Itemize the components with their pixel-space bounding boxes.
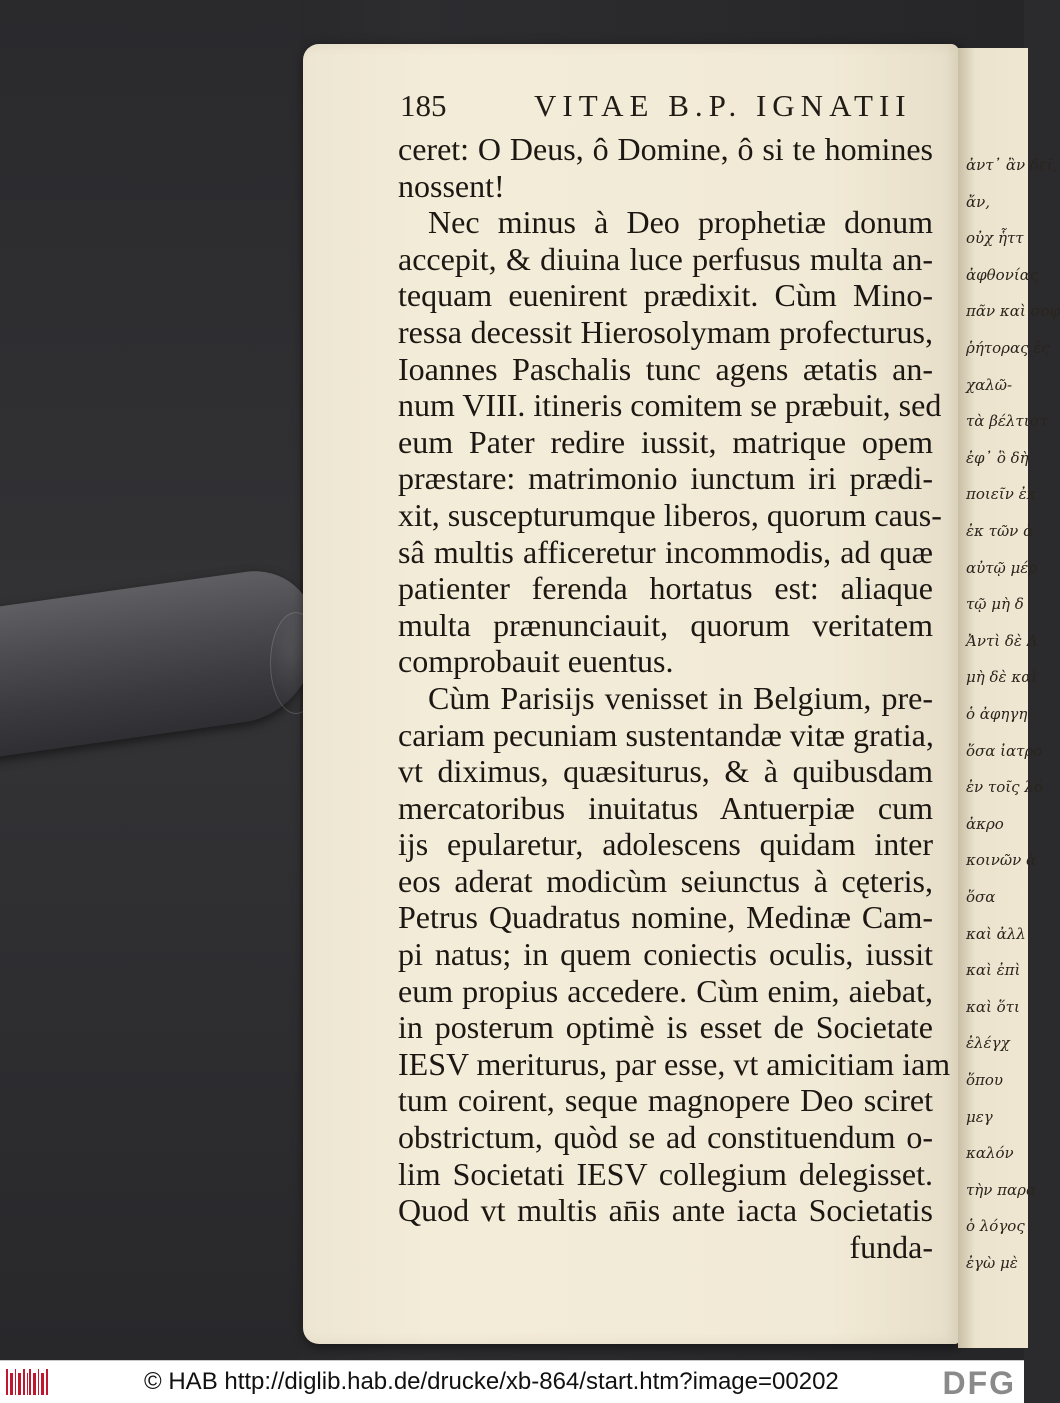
- facing-text-line: ποιεῖν ἐκ: [966, 485, 1037, 504]
- facing-text-line: καλόν: [966, 1144, 1014, 1163]
- text-line: accepit, & diuina luce perfusus multa an-: [398, 240, 933, 277]
- text-line: Ioannes Paschalis tunc agens ætatis an-: [398, 350, 933, 387]
- text-line: patienter ferenda hortatus est: aliaque: [398, 570, 933, 607]
- facing-text-line: ἐγὼ μὲ: [966, 1254, 1018, 1272]
- text-line: eum propius accedere. Cùm enim, aiebat,: [398, 972, 933, 1009]
- text-line: multa prænunciauit, quorum veritatem: [398, 606, 933, 643]
- text-line: Nec minus à Deo prophetiæ donum: [428, 204, 933, 241]
- facing-text-line: ὁ ἀφηγη: [966, 705, 1028, 723]
- facing-text-line: μὴ δὲ καὶ: [966, 668, 1038, 687]
- facing-text-line: ὅπου: [966, 1071, 1004, 1089]
- facing-text-line: καὶ ὅτι: [966, 997, 1020, 1016]
- copyright-link[interactable]: © HAB http://diglib.hab.de/drucke/xb-864/start.htm?image=00202: [144, 1368, 839, 1395]
- facing-text-line: χαλῶ-: [966, 375, 1013, 394]
- facing-text-line: τῷ μὴ δ: [966, 595, 1024, 614]
- text-line: num VIII. itineris comitem se præbuit, sed: [398, 387, 942, 424]
- text-line: ressa decessit Hierosolymam profecturus,: [398, 313, 933, 350]
- facing-text-line: οὐχ ἧττ: [966, 229, 1024, 248]
- text-line: tum coirent, seque magnopere Deo sciret: [398, 1082, 933, 1119]
- facing-text-line: ἐκ τῶν ἀ: [966, 522, 1034, 540]
- text-line: Quod vt multis an̄is ante iacta Societatis: [398, 1192, 933, 1229]
- facing-text-line: ἀκρο: [966, 814, 1004, 833]
- facing-text-line: ὅσα: [966, 888, 996, 906]
- facing-text-line: ὅσα ἰατρο: [966, 741, 1043, 760]
- facing-text-line: ἀντ᾽ ἂν δεῖ,: [966, 156, 1058, 174]
- facing-text-line: ἐν τοῖς λό: [966, 778, 1043, 797]
- text-line: cariam pecuniam sustentandæ vitæ gratia,: [398, 716, 934, 753]
- facing-text-line: ῥήτορας ἐς: [966, 339, 1050, 357]
- facing-text-line: ἐφ᾽ ὃ δὴ: [966, 448, 1029, 467]
- dfg-logo: DFG: [942, 1365, 1016, 1401]
- text-line: præstare: matrimonio iunctum iri prædi-: [398, 460, 933, 497]
- text-line: vt diximus, quæsiturus, & à quibusdam: [398, 753, 933, 790]
- running-head: VITAE B.P. IGNATII: [534, 88, 912, 123]
- facing-text-line: κοινῶν ἀ: [966, 851, 1037, 870]
- facing-text-line: αὐτῷ μέρ: [966, 558, 1038, 577]
- facing-text-line: μεγ: [966, 1107, 993, 1126]
- facing-text-line: ἐλέγχ: [966, 1034, 1010, 1053]
- facing-text-line: τὴν παρα: [966, 1180, 1037, 1199]
- facing-page: [958, 48, 1060, 1348]
- text-line: Petrus Quadratus nomine, Medinæ Cam-: [398, 899, 933, 936]
- facing-text-line: ἀφθονίας: [966, 265, 1039, 284]
- text-line: xit, suscepturumque liberos, quorum caus-: [398, 496, 942, 533]
- text-line: sâ multis afficeretur incommodis, ad quæ: [398, 533, 933, 570]
- text-line: mercatoribus inuitatus Antuerpiæ cum: [398, 789, 933, 826]
- facing-text-line: πᾶν καὶ σοφ: [966, 302, 1060, 321]
- page-number: 185: [400, 88, 447, 123]
- facing-text-line: καὶ ἀλλ: [966, 924, 1026, 943]
- text-line: pi natus; in quem coniectis oculis, iussit: [398, 936, 933, 973]
- text-line: comprobauit euentus.: [398, 643, 674, 680]
- facing-text-line: Ἀντὶ δὲ Δ: [966, 631, 1038, 650]
- text-line: ceret: O Deus, ô Domine, ô si te homines: [398, 131, 933, 167]
- text-line: tequam euenirent prædixit. Cùm Mino-: [398, 277, 933, 314]
- text-line: ijs epularetur, adolescens quidam inter: [398, 826, 933, 863]
- facing-text-line: καὶ ἐπὶ: [966, 961, 1021, 980]
- footer-bar: [0, 1360, 1024, 1403]
- text-line: Cùm Parisijs venisset in Belgium, pre-: [428, 679, 933, 716]
- text-line: in posterum optimè is esset de Societate: [398, 1009, 933, 1046]
- facing-text-line: ἄν,: [966, 192, 991, 211]
- facing-text-line: ὁ λόγος: [966, 1217, 1025, 1236]
- text-line: nossent!: [398, 167, 505, 204]
- hab-barcode-icon: [6, 1369, 48, 1395]
- text-line: eos aderat modicùm seiunctus à cęteris,: [398, 862, 933, 899]
- text-line: eum Pater redire iussit, matrique opem: [398, 423, 933, 460]
- text-line: lim Societati IESV collegium delegisset.: [398, 1155, 933, 1192]
- text-line: obstrictum, quòd se ad constituendum o-: [398, 1119, 933, 1156]
- text-line: funda-: [849, 1228, 933, 1265]
- facing-text-line: τὰ βέλτιστ: [966, 412, 1049, 431]
- text-line: IESV meriturus, par esse, vt amicitiam iam: [398, 1045, 951, 1082]
- page-body-text: [398, 131, 951, 1265]
